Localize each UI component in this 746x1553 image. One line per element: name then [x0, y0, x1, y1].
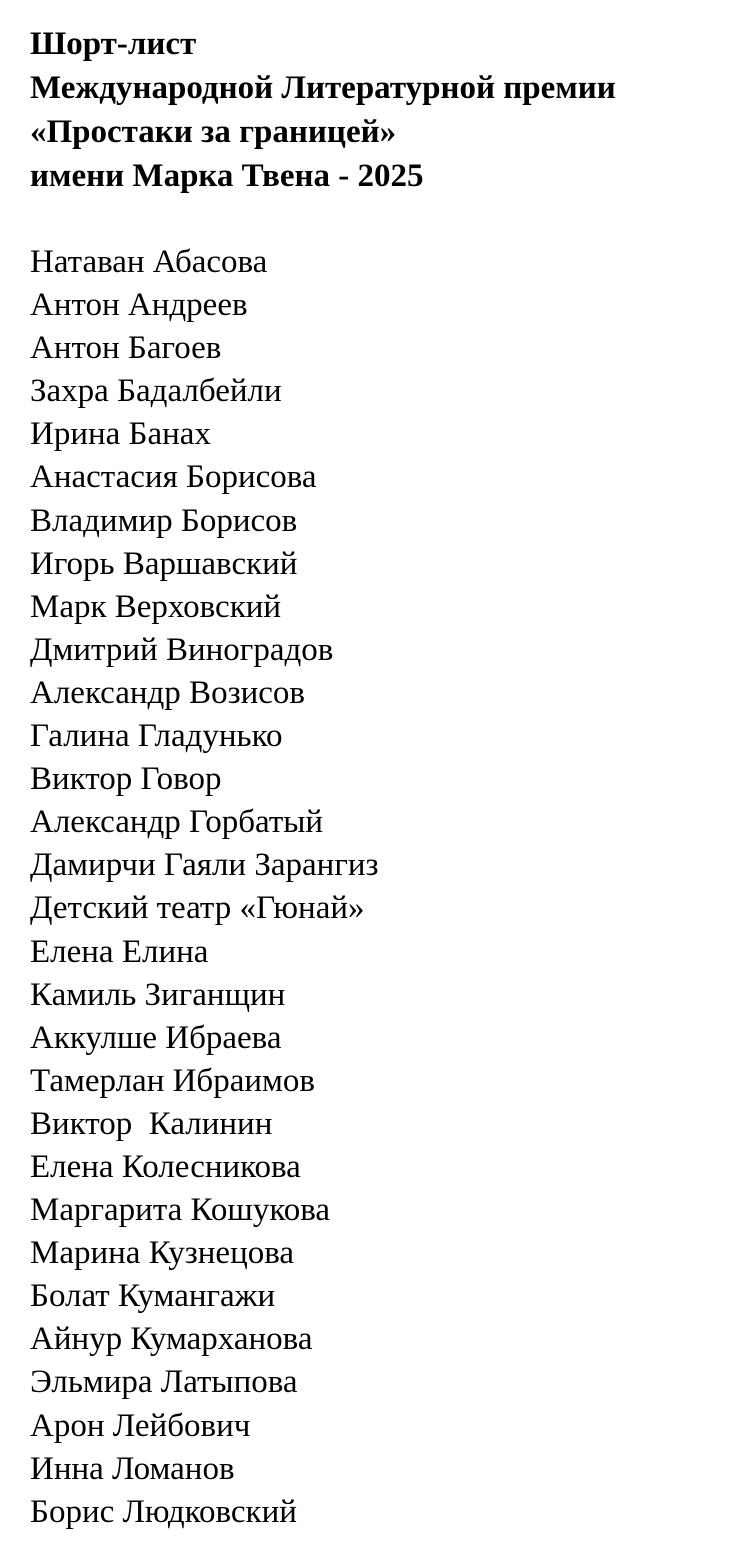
shortlist-name: Антон Андреев	[30, 287, 248, 324]
shortlist-name: Инна Ломанов	[30, 1450, 235, 1487]
heading-line-1: Шорт-лист	[30, 26, 197, 62]
shortlist-name: Дмитрий Виноградов	[30, 631, 334, 668]
shortlist-name: Марк Верховский	[30, 588, 282, 625]
shortlist-names	[30, 241, 726, 1534]
shortlist-name: Тамерлан Ибраимов	[30, 1062, 315, 1099]
shortlist-name: Болат Кумангажи	[30, 1278, 276, 1315]
shortlist-name: Елена Елина	[30, 933, 209, 970]
document-page	[30, 22, 726, 1534]
shortlist-name: Антон Багоев	[30, 330, 222, 367]
shortlist-name: Натаван Абасова	[30, 244, 268, 280]
heading-line-4: имени Марка Твена - 2025	[30, 158, 424, 194]
shortlist-name: Ирина Банах	[30, 416, 211, 453]
shortlist-name: Аккулше Ибраева	[30, 1019, 282, 1056]
shortlist-name: Виктор Говор	[30, 761, 222, 798]
heading-line-2: Международной Литературной премии	[30, 70, 616, 106]
shortlist-name: Владимир Борисов	[30, 502, 298, 539]
shortlist-name: Арон Лейбович	[30, 1407, 251, 1444]
shortlist-name: Александр Горбатый	[30, 804, 324, 841]
shortlist-name: Анастасия Борисова	[30, 459, 317, 496]
document-heading	[30, 22, 726, 198]
shortlist-name: Елена Колесникова	[30, 1148, 301, 1185]
shortlist-name: Эльмира Латыпова	[30, 1364, 298, 1401]
shortlist-name: Марина Кузнецова	[30, 1235, 295, 1272]
shortlist-name: Камиль Зиганщин	[30, 976, 286, 1013]
shortlist-name: Виктор Калинин	[30, 1105, 273, 1142]
shortlist-name: Галина Гладунько	[30, 718, 283, 755]
shortlist-name: Айнур Кумарханова	[30, 1321, 313, 1358]
shortlist-name: Детский театр «Гюнай»	[30, 890, 365, 927]
shortlist-name: Александр Возисов	[30, 674, 305, 711]
heading-line-3: «Простаки за границей»	[30, 114, 397, 150]
shortlist-name: Дамирчи Гаяли Зарангиз	[30, 847, 379, 884]
shortlist-name: Маргарита Кошукова	[30, 1192, 330, 1229]
shortlist-name: Игорь Варшавский	[30, 545, 298, 582]
shortlist-name: Борис Людковский	[30, 1493, 297, 1530]
shortlist-name: Захра Бадалбейли	[30, 373, 282, 410]
